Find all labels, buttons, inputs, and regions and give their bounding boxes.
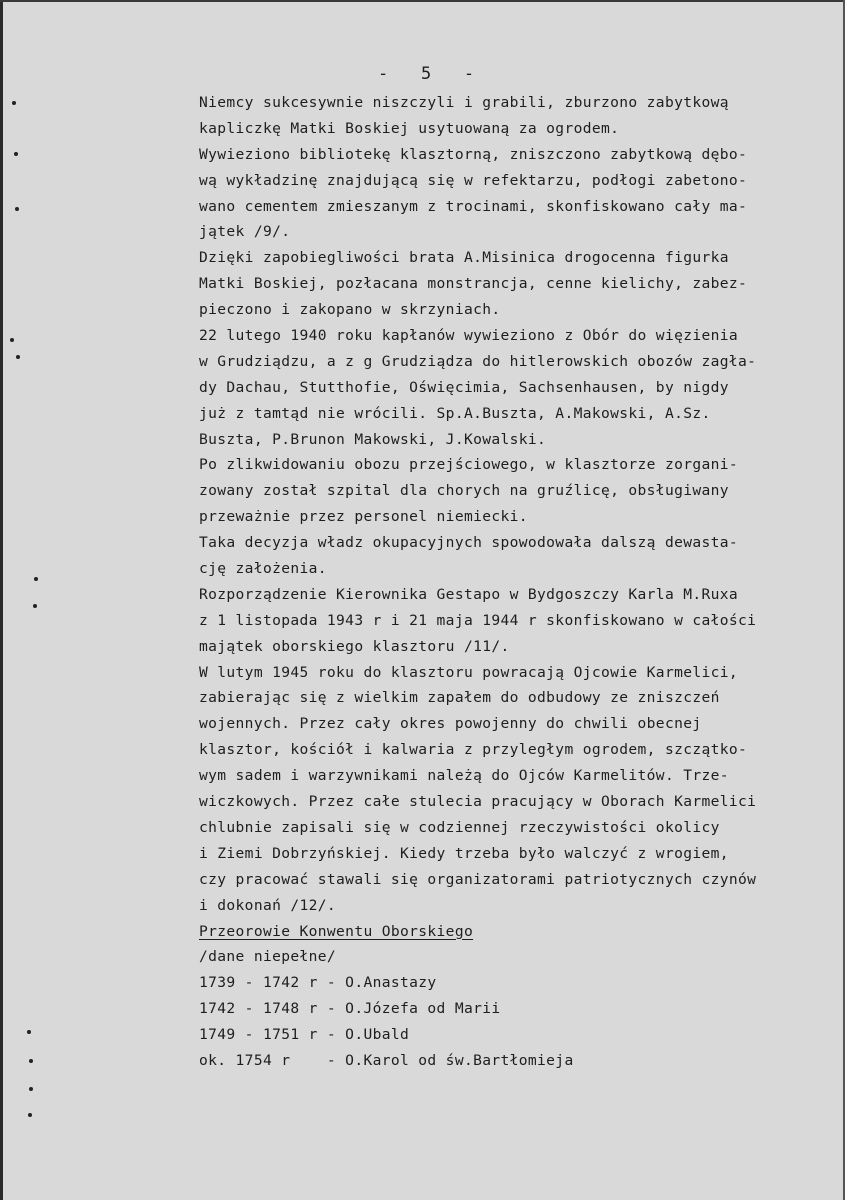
text-line: z 1 listopada 1943 r i 21 maja 1944 r skonfiskowano w całości	[199, 611, 757, 629]
margin-dot	[12, 101, 16, 105]
scan-top-edge	[0, 0, 845, 2]
text-line: i dokonań /12/.	[199, 896, 337, 914]
text-line: wojennych. Przez cały okres powojenny do chwili obecnej	[199, 715, 702, 733]
text-line: Taka decyzja władz okupacyjnych spowodowała dalszą dewasta-	[199, 534, 739, 552]
text-line: chlubnie zapisali się w codziennej rzeczywistości okolicy	[199, 818, 720, 836]
text-line: wano cementem zmieszanym z trocinami, skonfiskowano cały ma-	[199, 197, 748, 215]
section-heading: Przeorowie Konwentu Oborskiego	[199, 922, 474, 940]
document-body	[199, 90, 839, 1074]
margin-dot	[29, 1059, 33, 1063]
text-line: i Ziemi Dobrzyńskiej. Kiedy trzeba było walczyć z wrogiem,	[199, 844, 729, 862]
text-line: W lutym 1945 roku do klasztoru powracają Ojcowie Karmelici,	[199, 663, 739, 681]
text-line: jątek /9/.	[199, 223, 291, 241]
text-line: wiczkowych. Przez całe stulecia pracujący w Oborach Karmelici	[199, 793, 757, 811]
text-line: przeważnie przez personel niemiecki.	[199, 508, 528, 526]
text-line: 22 lutego 1940 roku kapłanów wywieziono z Obór do więzienia	[199, 327, 739, 345]
text-line: kapliczkę Matki Boskiej usytuowaną za ogrodem.	[199, 119, 620, 137]
text-line: w Grudziądzu, a z g Grudziądza do hitlerowskich obozów zagła-	[199, 352, 757, 370]
text-line: wym sadem i warzywnikami należą do Ojców Karmelitów. Trze-	[199, 767, 729, 785]
text-line: Matki Boskiej, pozłacana monstrancja, cenne kielichy, zabez-	[199, 275, 748, 293]
text-line: Dzięki zapobiegliwości brata A.Misinica drogocenna figurka	[199, 249, 729, 267]
prior-entry: ok. 1754 r - O.Karol od św.Bartłomieja	[199, 1051, 574, 1069]
text-line: Niemcy sukcesywnie niszczyli i grabili, zburzono zabytkową	[199, 94, 729, 111]
prior-entry: 1739 - 1742 r - O.Anastazy	[199, 974, 437, 992]
text-line: majątek oborskiego klasztoru /11/.	[199, 637, 510, 655]
text-line: zowany został szpital dla chorych na gruźlicę, obsługiwany	[199, 482, 729, 500]
margin-dot	[29, 1087, 33, 1091]
page-number: - 5 -	[378, 64, 475, 84]
text-line: wą wykładzinę znajdującą się w refektarzu, podłogi zabetono-	[199, 171, 748, 189]
text-line: Buszta, P.Brunon Makowski, J.Kowalski.	[199, 430, 547, 448]
margin-dot	[33, 604, 37, 608]
margin-dot	[28, 1113, 32, 1117]
margin-dot	[15, 207, 19, 211]
text-line: dy Dachau, Stutthofie, Oświęcimia, Sachsenhausen, by nigdy	[199, 378, 729, 396]
text-line: pieczono i zakopano w skrzyniach.	[199, 301, 501, 319]
margin-dot	[27, 1030, 31, 1034]
prior-entry: 1749 - 1751 r - O.Ubald	[199, 1026, 410, 1044]
text-line: klasztor, kościół i kalwaria z przyległym ogrodem, szczątko-	[199, 741, 748, 759]
margin-dot	[34, 577, 38, 581]
margin-dot	[14, 152, 18, 156]
text-line: Po zlikwidowaniu obozu przejściowego, w klasztorze zorgani-	[199, 456, 739, 474]
text-line: zabierając się z wielkim zapałem do odbudowy ze zniszczeń	[199, 689, 720, 707]
section-note: /dane niepełne/	[199, 948, 337, 966]
text-line: Rozporządzenie Kierownika Gestapo w Bydgoszczy Karla M.Ruxa	[199, 585, 739, 603]
text-line: już z tamtąd nie wrócili. Sp.A.Buszta, A.Makowski, A.Sz.	[199, 404, 711, 422]
scan-left-edge	[0, 0, 3, 1200]
margin-dot	[10, 338, 14, 342]
text-line: cję założenia.	[199, 560, 327, 578]
prior-entry: 1742 - 1748 r - O.Józefa od Marii	[199, 1000, 501, 1018]
text-line: czy pracować stawali się organizatorami patriotycznych czynów	[199, 870, 757, 888]
text-line: Wywieziono bibliotekę klasztorną, zniszczono zabytkową dębo-	[199, 145, 748, 163]
margin-dot	[16, 355, 20, 359]
